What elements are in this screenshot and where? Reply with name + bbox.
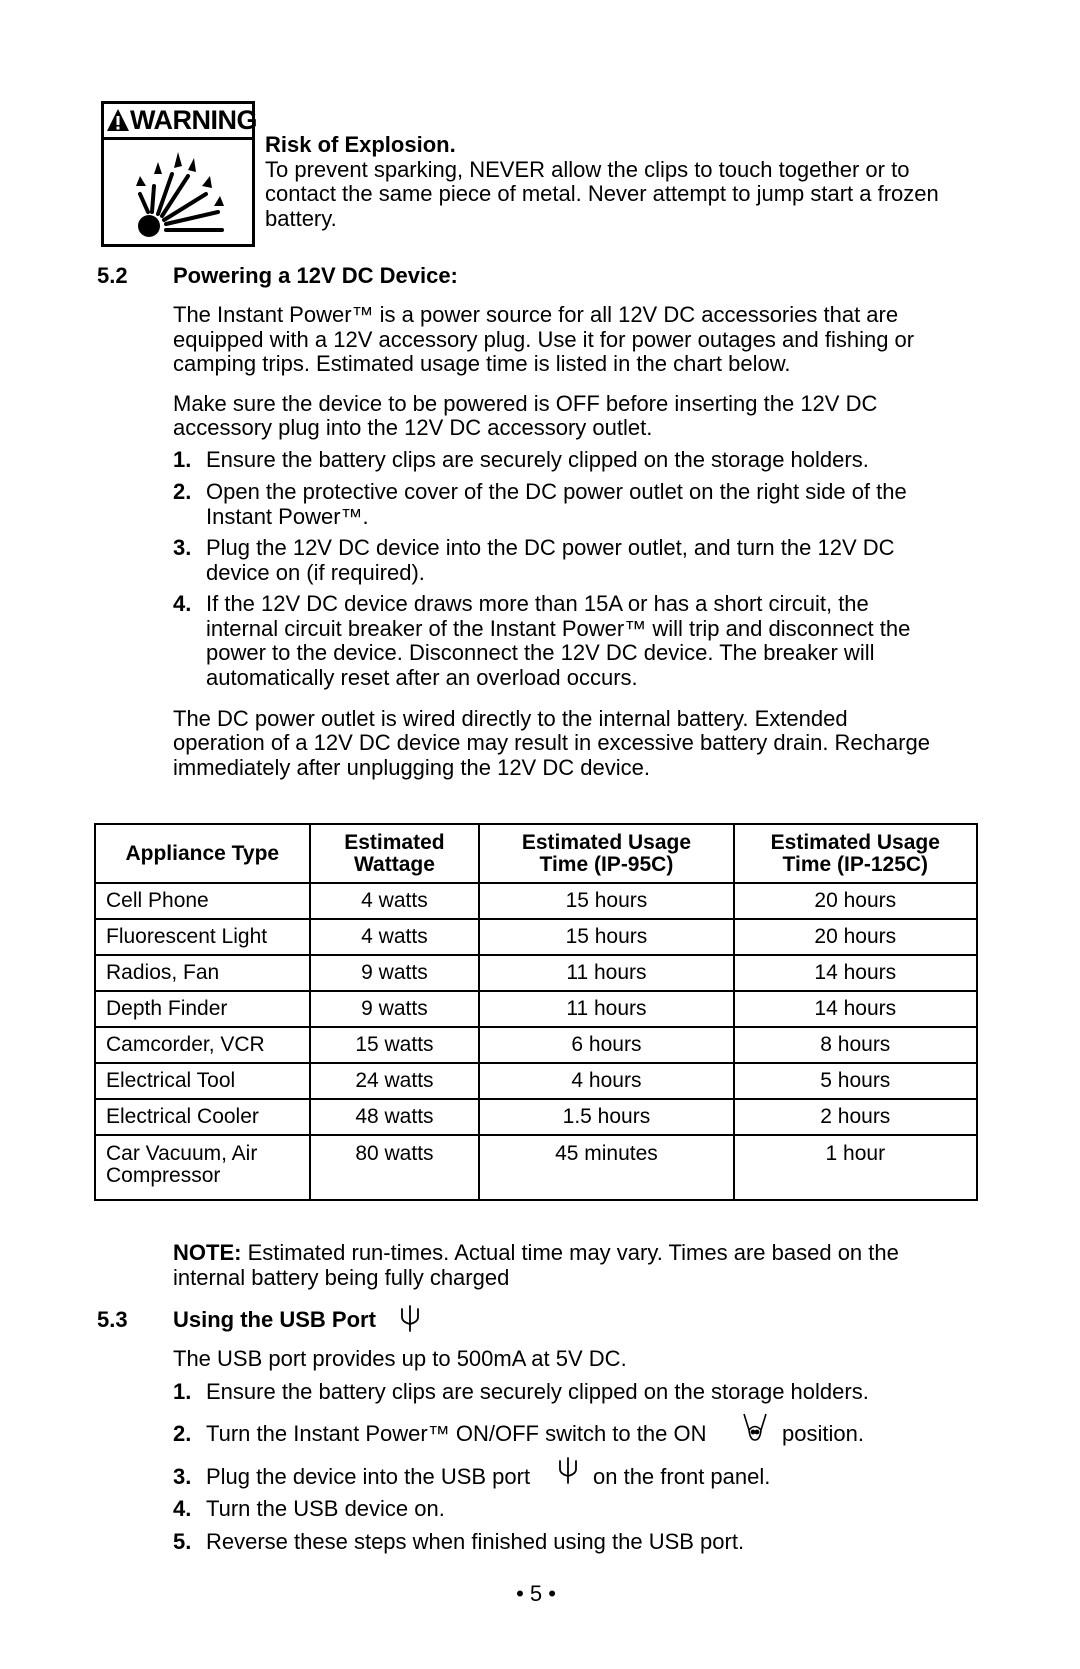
- paragraph-line: Make sure the device to be powered is OFF before inserting the 12V DC: [173, 391, 878, 416]
- list-text: Turn the USB device on.: [206, 1496, 445, 1521]
- table-cell: 15 hours: [479, 919, 733, 955]
- table-cell: 15 hours: [479, 883, 733, 919]
- table-cell: Depth Finder: [95, 991, 310, 1027]
- paragraph-line: operation of a 12V DC device may result in excessive battery drain. Recharge: [173, 730, 930, 755]
- warning-text-line: battery.: [265, 206, 337, 231]
- paragraph-line: accessory plug into the 12V DC accessory outlet.: [173, 415, 653, 440]
- table-cell: 24 watts: [310, 1063, 480, 1099]
- table-cell: 20 hours: [734, 883, 977, 919]
- list-number: 5.: [173, 1529, 192, 1554]
- table-cell: 4 hours: [479, 1063, 733, 1099]
- paragraph-line: The USB port provides up to 500mA at 5V DC.: [173, 1346, 627, 1371]
- table-cell: Car Vacuum, Air Compressor: [95, 1135, 310, 1200]
- paragraph-line: equipped with a 12V accessory plug. Use it for power outages and fishing or: [173, 327, 915, 352]
- note-line: internal battery being fully charged: [173, 1265, 510, 1290]
- table-row: [95, 955, 977, 991]
- warning-label: WARNING: [104, 104, 252, 140]
- list-number: 3.: [173, 535, 192, 560]
- list-text: Reverse these steps when finished using the USB port.: [206, 1529, 745, 1554]
- table-header-cell: Appliance Type: [95, 824, 310, 883]
- table-cell: 11 hours: [479, 991, 733, 1027]
- list-text: power to the device. Disconnect the 12V DC device. The breaker will: [206, 640, 875, 665]
- table-cell: 14 hours: [734, 991, 977, 1027]
- note-label: NOTE:: [173, 1240, 242, 1265]
- table-cell: Cell Phone: [95, 883, 310, 919]
- usage-table: [94, 823, 978, 1201]
- table-cell: 14 hours: [734, 955, 977, 991]
- list-number: 4.: [173, 1496, 192, 1521]
- table-cell: 15 watts: [310, 1027, 480, 1063]
- table-header-cell: Estimated Usage Time (IP-125C): [734, 824, 977, 883]
- table-cell: 5 hours: [734, 1063, 977, 1099]
- section-number: 5.2: [97, 263, 128, 288]
- table-header-row: [95, 824, 977, 883]
- warning-heading: Risk of Explosion.: [265, 132, 456, 157]
- table-header-cell: Estimated Usage Time (IP-95C): [479, 824, 733, 883]
- paragraph-line: camping trips. Estimated usage time is listed in the chart below.: [173, 351, 791, 376]
- list-number: 1.: [173, 1379, 192, 1404]
- section-title: Using the USB Port: [173, 1307, 376, 1332]
- paragraph-line: The Instant Power™ is a power source for all 12V DC accessories that are: [173, 302, 899, 327]
- list-text: Ensure the battery clips are securely clipped on the storage holders.: [206, 1379, 869, 1404]
- list-text: Turn the Instant Power™ ON/OFF switch to the ON: [206, 1421, 707, 1446]
- list-text-after: position.: [782, 1421, 864, 1446]
- table-cell: 4 watts: [310, 919, 480, 955]
- table-cell: Radios, Fan: [95, 955, 310, 991]
- warning-box: [101, 101, 255, 247]
- explosion-icon: [132, 146, 232, 242]
- table-row: [95, 1099, 977, 1135]
- table-cell: 9 watts: [310, 955, 480, 991]
- list-number: 4.: [173, 591, 192, 616]
- table-row: [95, 991, 977, 1027]
- table-row: [95, 883, 977, 919]
- table-cell: Electrical Tool: [95, 1063, 310, 1099]
- page-number: • 5 •: [516, 1581, 556, 1606]
- list-text: If the 12V DC device draws more than 15A or has a short circuit, the: [206, 591, 869, 616]
- list-text: Plug the device into the USB port: [206, 1464, 531, 1489]
- list-number: 2.: [173, 479, 192, 504]
- usb-icon: [557, 1455, 579, 1485]
- list-text: automatically reset after an overload occurs.: [206, 664, 638, 690]
- table-row: [95, 1063, 977, 1099]
- table-cell: 8 hours: [734, 1027, 977, 1063]
- table-cell: Electrical Cooler: [95, 1099, 310, 1135]
- list-text: Plug the 12V DC device into the DC power outlet, and turn the 12V DC: [206, 535, 895, 560]
- usb-icon: [399, 1303, 421, 1333]
- warning-text-line: To prevent sparking, NEVER allow the clips to touch together or to: [265, 157, 910, 182]
- list-text: Open the protective cover of the DC power outlet on the right side of the: [206, 479, 907, 504]
- note-line: [173, 1241, 899, 1266]
- table-cell: 45 minutes: [479, 1135, 733, 1200]
- list-text: Instant Power™.: [206, 503, 369, 529]
- list-number: 1.: [173, 447, 192, 472]
- table-cell: 20 hours: [734, 919, 977, 955]
- warning-text-line: contact the same piece of metal. Never attempt to jump start a frozen: [265, 181, 939, 206]
- table-header-cell: Estimated Wattage: [310, 824, 480, 883]
- table-cell: 1 hour: [734, 1135, 977, 1200]
- list-text: Ensure the battery clips are securely clipped on the storage holders.: [206, 447, 869, 472]
- paragraph-line: The DC power outlet is wired directly to the internal battery. Extended: [173, 706, 848, 731]
- table-cell: 11 hours: [479, 955, 733, 991]
- note-text: Estimated run-times. Actual time may vary. Times are based on the: [241, 1240, 899, 1265]
- table-cell: 1.5 hours: [479, 1099, 733, 1135]
- table-cell: 4 watts: [310, 883, 480, 919]
- list-number: 3.: [173, 1464, 192, 1489]
- on-switch-icon: [742, 1410, 768, 1444]
- table-cell: 48 watts: [310, 1099, 480, 1135]
- list-text-after: on the front panel.: [593, 1464, 771, 1489]
- table-cell: Camcorder, VCR: [95, 1027, 310, 1063]
- table-cell: 80 watts: [310, 1135, 480, 1200]
- section-number: 5.3: [97, 1307, 128, 1332]
- list-number: 2.: [173, 1421, 192, 1446]
- list-text: internal circuit breaker of the Instant Power™ will trip and disconnect the: [206, 615, 911, 641]
- section-title: Powering a 12V DC Device:: [173, 263, 458, 288]
- table-cell: 6 hours: [479, 1027, 733, 1063]
- table-cell: Fluorescent Light: [95, 919, 310, 955]
- table-row: [95, 1135, 977, 1200]
- alert-triangle-icon: [106, 108, 130, 132]
- list-text: device on (if required).: [206, 559, 425, 585]
- paragraph-line: immediately after unplugging the 12V DC device.: [173, 755, 650, 780]
- table-cell: 2 hours: [734, 1099, 977, 1135]
- table-row: [95, 919, 977, 955]
- table-cell: 9 watts: [310, 991, 480, 1027]
- table-row: [95, 1027, 977, 1063]
